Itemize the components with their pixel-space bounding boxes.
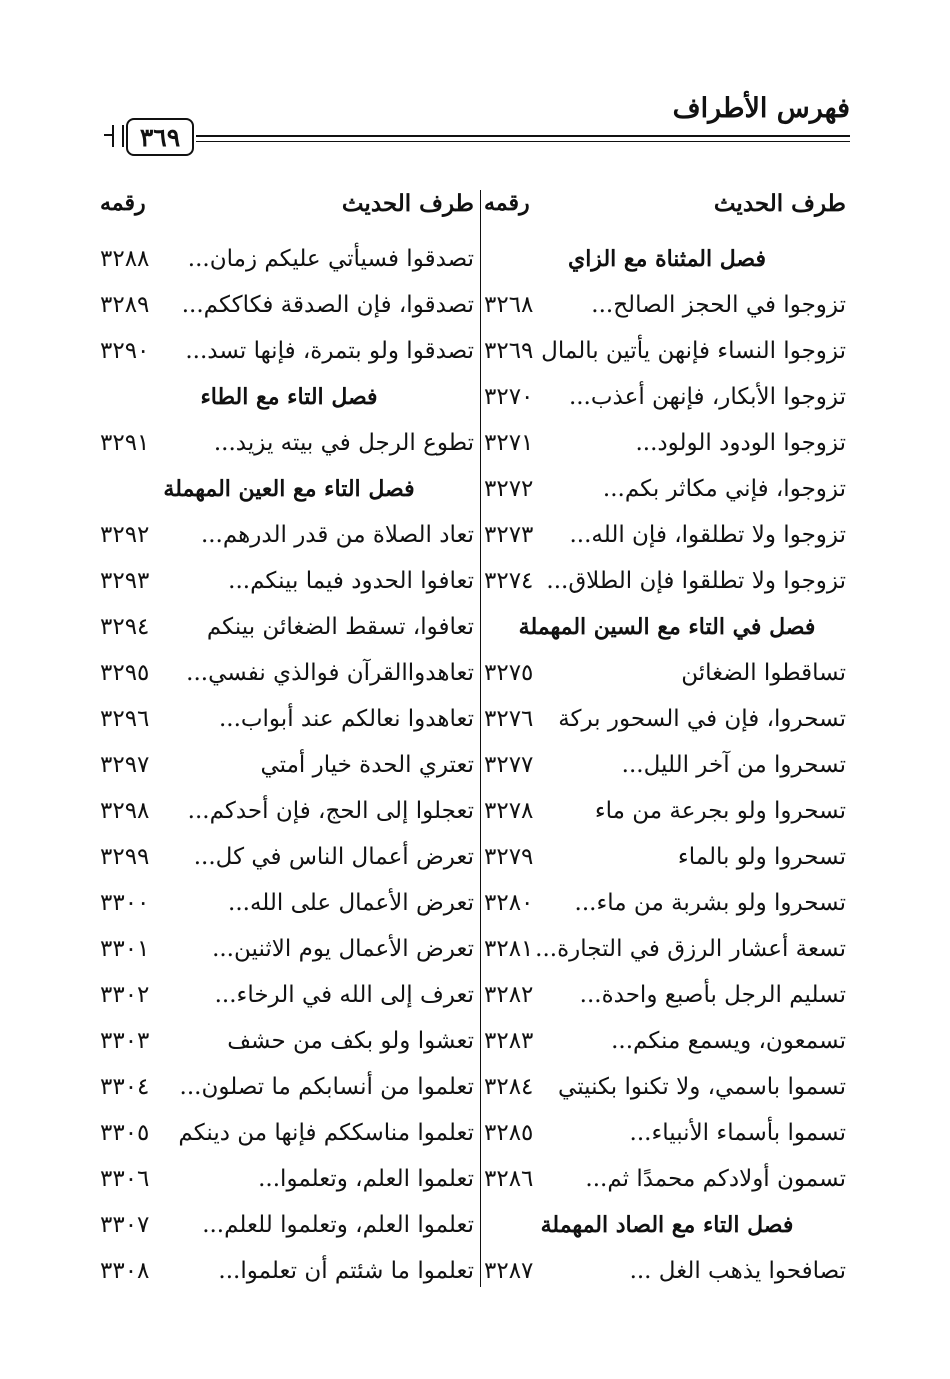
hadith-text: تزوجوا في الحجز الصالح... (591, 292, 846, 318)
index-entry (100, 512, 478, 558)
index-entry (484, 420, 850, 466)
hadith-text: تزوجوا، فإني مكاثر بكم... (602, 476, 846, 502)
hadith-text: تزوجوا الأبكار، فإنهن أعذب... (568, 384, 846, 410)
index-entry (484, 328, 850, 374)
hadith-number: ٣٢٨٦ (484, 1166, 534, 1192)
hadith-number: ٣٢٨٣ (484, 1028, 534, 1054)
hadith-number: ٣٣٠٧ (100, 1212, 150, 1238)
section-heading: فصل التاء مع الصاد المهملة (540, 1212, 794, 1238)
index-entry (484, 1248, 850, 1294)
hadith-text: تسحروا ولو بجرعة من ماء (594, 798, 846, 824)
index-entry (484, 834, 850, 880)
index-entry (484, 880, 850, 926)
index-entry (100, 558, 478, 604)
hadith-text: تعرف إلى الله في الرخاء... (214, 982, 474, 1008)
text-column-label: طرف الحديث (713, 189, 846, 217)
index-entry (484, 1018, 850, 1064)
number-column-label: رقمه (100, 190, 146, 216)
index-entry (484, 788, 850, 834)
hadith-number: ٣٢٨٢ (484, 982, 534, 1008)
index-entry (100, 788, 478, 834)
hadith-number: ٣٢٦٩ (484, 338, 534, 364)
hadith-number: ٣٢٩٨ (100, 798, 150, 824)
page-number: ٣٦٩ (126, 118, 194, 156)
hadith-text: تعرض الأعمال على الله... (228, 890, 474, 916)
index-entry (484, 1110, 850, 1156)
index-entry (100, 742, 478, 788)
hadith-text: تعرض الأعمال يوم الاثنين... (212, 936, 474, 962)
hadith-text: تعلموا ما شئتم أن تعلموا... (218, 1258, 474, 1284)
index-entry (484, 1064, 850, 1110)
hadith-number: ٣٢٩٤ (100, 614, 150, 640)
hadith-number: ٣٢٨٩ (100, 292, 150, 318)
hadith-number: ٣٢٩٦ (100, 706, 150, 732)
hadith-number: ٣٢٩١ (100, 430, 150, 456)
index-entry (100, 926, 478, 972)
hadith-text: تعتري الحدة خيار أمتي (260, 752, 474, 778)
hadith-text: تسموا بأسماء الأنبياء... (629, 1120, 846, 1146)
index-entry (100, 282, 478, 328)
hadith-number: ٣٢٨١ (484, 936, 534, 962)
hadith-number: ٣٣٠٦ (100, 1166, 150, 1192)
hadith-text: تسموا باسمي، ولا تكنوا بكنيتي (558, 1074, 846, 1100)
index-entry (100, 1248, 478, 1294)
page-title: فهرس الأطراف (672, 93, 850, 124)
hadith-number: ٣٣٠٠ (100, 890, 150, 916)
hadith-number: ٣٢٧٦ (484, 706, 534, 732)
hadith-text: تصافحوا يذهب الغل ... (629, 1258, 846, 1284)
hadith-text: تصدقوا فسيأتي عليكم زمان... (187, 246, 474, 272)
hadith-number: ٣٢٩٣ (100, 568, 150, 594)
hadith-text: تسحروا ولو بشربة من ماء... (574, 890, 846, 916)
hadith-number: ٣٢٨٧ (484, 1258, 534, 1284)
hadith-number: ٣٣٠٥ (100, 1120, 150, 1146)
hadith-text: تعاد الصلاة من قدر الدرهم... (200, 522, 474, 548)
index-entry (484, 466, 850, 512)
index-entry (484, 558, 850, 604)
index-entry (100, 650, 478, 696)
hadith-text: تعشوا ولو بكف من حشف (227, 1028, 474, 1054)
section-heading: فصل التاء مع الطاء (200, 384, 378, 410)
index-entry (100, 1064, 478, 1110)
hadith-number: ٣٢٦٨ (484, 292, 534, 318)
hadith-text: تسحروا ولو بالماء (677, 844, 846, 870)
index-entry (484, 650, 850, 696)
hadith-text: تسليم الرجل بأصبع واحدة... (579, 982, 846, 1008)
hadith-text: تسعة أعشار الرزق في التجارة... (535, 936, 846, 962)
hadith-number: ٣٢٩٢ (100, 522, 150, 548)
hadith-text: تساقطوا الضغائن (681, 660, 846, 686)
hadith-text: تسمعون، ويسمع منكم... (611, 1028, 846, 1054)
hadith-text: تعاهدواالقرآن فوالذي نفسي... (186, 660, 474, 686)
header-rule (196, 135, 850, 137)
hadith-number: ٣٢٨٤ (484, 1074, 534, 1100)
hadith-number: ٣٢٩٥ (100, 660, 150, 686)
hadith-number: ٣٢٧٥ (484, 660, 534, 686)
hadith-number: ٣٢٨٥ (484, 1120, 534, 1146)
index-entry (100, 1018, 478, 1064)
hadith-number: ٣٢٧٧ (484, 752, 534, 778)
hadith-text: تسحروا، فإن في السحور بركة (558, 706, 846, 732)
hadith-text: تعرض أعمال الناس في كل... (193, 844, 474, 870)
hadith-number: ٣٢٧٢ (484, 476, 534, 502)
text-column-label: طرف الحديث (341, 189, 474, 217)
page-number-ornament (104, 134, 112, 136)
hadith-text: تعجلوا إلى الحج، فإن أحدكم... (187, 798, 474, 824)
hadith-number: ٣٣٠٢ (100, 982, 150, 1008)
section-heading: فصل التاء مع العين المهملة (163, 476, 415, 502)
hadith-number: ٣٣٠٨ (100, 1258, 150, 1284)
index-entry (100, 604, 478, 650)
index-entry (100, 880, 478, 926)
index-entry (484, 374, 850, 420)
index-entry (100, 696, 478, 742)
hadith-text: تزوجوا ولا تطلقوا، فإن الله... (569, 522, 846, 548)
section-heading: فصل في التاء مع السين المهملة (518, 614, 816, 640)
hadith-number: ٣٢٧٣ (484, 522, 534, 548)
column-header (484, 180, 850, 226)
hadith-text: تزوجوا ولا تطلقوا فإن الطلاق... (546, 568, 846, 594)
index-entry (100, 236, 478, 282)
number-column-label: رقمه (484, 190, 530, 216)
hadith-text: تعلموا مناسككم فإنها من دينكم (178, 1120, 474, 1146)
hadith-text: تسمون أولادكم محمدًا ثم... (585, 1166, 846, 1192)
index-entry (100, 1156, 478, 1202)
hadith-number: ٣٢٧٨ (484, 798, 534, 824)
hadith-text: تصدقوا، فإن الصدقة فكاككم... (181, 292, 474, 318)
hadith-number: ٣٣٠٣ (100, 1028, 150, 1054)
hadith-number: ٣٢٩٠ (100, 338, 150, 364)
index-entry (100, 420, 478, 466)
section-heading: فصل المثناة مع الزاي (567, 246, 767, 272)
index-entry (100, 1110, 478, 1156)
index-entry (100, 1202, 478, 1248)
hadith-text: تزوجوا الودود الولود... (635, 430, 846, 456)
hadith-text: تصدقوا ولو بتمرة، فإنها تسد... (185, 338, 474, 364)
hadith-number: ٣٢٧٠ (484, 384, 534, 410)
hadith-number: ٣٢٨٠ (484, 890, 534, 916)
hadith-number: ٣٢٨٨ (100, 246, 150, 272)
page-number-ornament (112, 125, 124, 147)
hadith-number: ٣٢٧٤ (484, 568, 534, 594)
hadith-text: تزوجوا النساء فإنهن يأتين بالمال (541, 338, 846, 364)
hadith-text: تعلموا من أنسابكم ما تصلون... (179, 1074, 474, 1100)
hadith-text: تعافوا، تسقط الضغائن بينكم (206, 614, 474, 640)
index-entry (100, 834, 478, 880)
column-header (100, 180, 478, 226)
hadith-number: ٣٣٠١ (100, 936, 150, 962)
index-entry (100, 972, 478, 1018)
hadith-number: ٣٢٩٧ (100, 752, 150, 778)
hadith-text: تعلموا العلم، وتعلموا... (258, 1166, 474, 1192)
index-entry (100, 328, 478, 374)
hadith-text: تعاهدوا نعالكم عند أبواب... (218, 706, 474, 732)
hadith-text: تعافوا الحدود فيما بينكم... (228, 568, 474, 594)
hadith-number: ٣٢٩٩ (100, 844, 150, 870)
hadith-text: تسحروا من آخر الليل... (621, 752, 846, 778)
hadith-text: تطوع الرجل في بيته يزيد... (213, 430, 474, 456)
column-divider (480, 190, 481, 1287)
index-entry (484, 1156, 850, 1202)
index-entry (484, 926, 850, 972)
hadith-text: تعلموا العلم، وتعلموا للعلم... (202, 1212, 474, 1238)
hadith-number: ٣٣٠٤ (100, 1074, 150, 1100)
index-entry (484, 282, 850, 328)
index-entry (484, 696, 850, 742)
hadith-number: ٣٢٧٩ (484, 844, 534, 870)
index-entry (484, 512, 850, 558)
index-entry (484, 742, 850, 788)
index-entry (484, 972, 850, 1018)
header-rule-thin (196, 141, 850, 142)
hadith-number: ٣٢٧١ (484, 430, 534, 456)
